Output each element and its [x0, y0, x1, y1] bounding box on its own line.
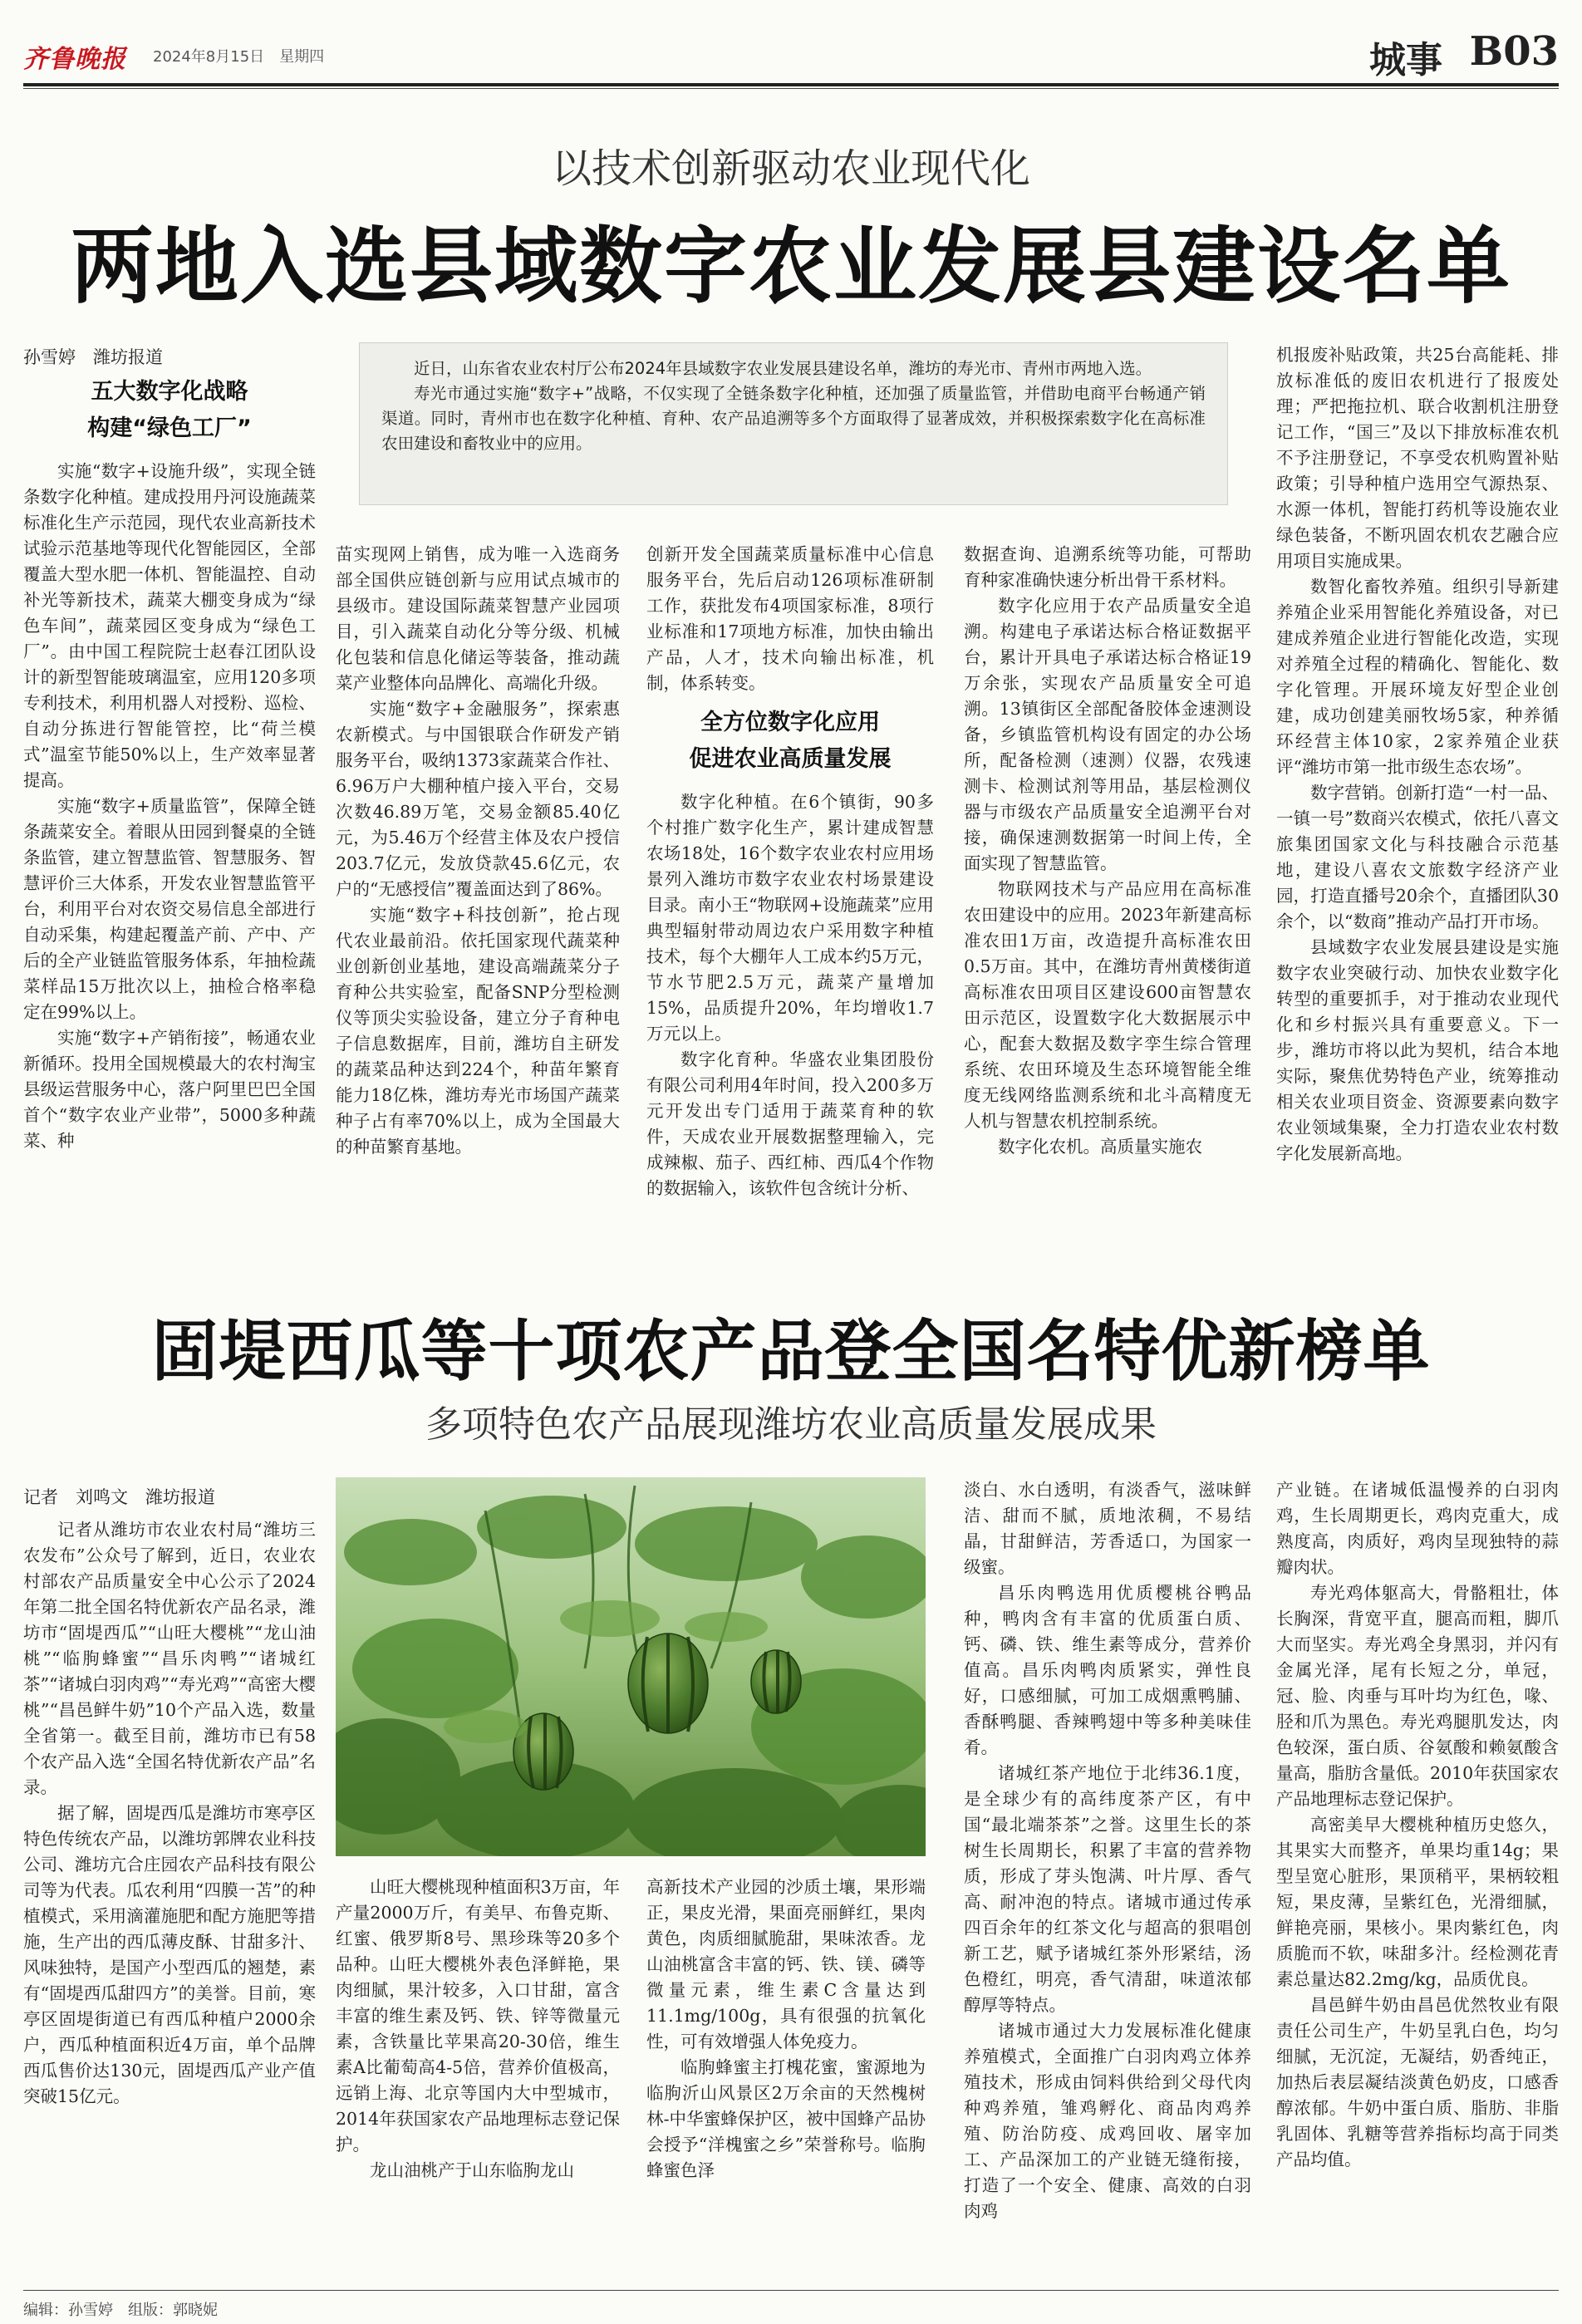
story2-headline: 固堤西瓜等十项农产品登全国名特优新榜单 — [151, 1312, 1431, 1390]
story2-column-5 — [1276, 1477, 1559, 2282]
story1-byline: 孙雪婷 潍坊报道 — [23, 347, 163, 367]
masthead-rule — [23, 83, 1559, 86]
paragraph: 实施“数字+质量监管”，保障全链条蔬菜安全。着眼从田园到餐桌的全链条监管，建立智慧监管、智慧服务、智慧评价三大体系，开发农业智慧监管平台，利用平台对农资交易信息全部进行自动采集，构建起覆盖产前、产中、产后的全产业链监管服务体系，年抽检蔬菜样品15万批次以上，抽检合格率稳定在99%以上。 — [23, 796, 316, 1022]
issue-date — [153, 45, 324, 66]
paragraph: 创新开发全国蔬菜质量标准中心信息服务平台，先后启动126项标准研制工作，获批发布4项国家标准，8项行业标准和17项地方标准，加快由输出产品，人才，技术向输出标准，机制，体系转变。 — [646, 544, 934, 693]
paragraph: 寿光鸡体躯高大，骨骼粗壮，体长胸深，背宽平直，腿高而粗，脚爪大而坚实。寿光鸡全身黑羽，并闪有金属光泽，尾有长短之分，单冠，冠、脸、肉垂与耳叶均为红色，喙、胫和爪为黑色。寿光鸡腿肌发达，肉色较深，蛋白质、谷氨酸和赖氨酸含量高，脂肪含量低。2010年获国家农产品地理标志登记保护。 — [1276, 1583, 1559, 1809]
paragraph: 昌乐肉鸭选用优质樱桃谷鸭品种，鸭肉含有丰富的优质蛋白质、钙、磷、铁、维生素等成分，营养价值高。昌乐肉鸭肉质紧实，弹性良好，口感细腻，可加工成烟熏鸭脯、香酥鸭腿、香辣鸭翅中等多种美味佳肴。 — [964, 1583, 1251, 1757]
masthead — [23, 25, 1559, 80]
paragraph: 数字化育种。华盛农业集团股份有限公司利用4年时间，投入200多万元开发出专门适用于蔬菜育种的软件，天成农业开展数据整理输入，完成辣椒、茄子、西红柿、西瓜4个作物的数据输入，该软件包含统计分析、 — [646, 1049, 934, 1198]
paragraph: 龙山油桃产于山东临朐龙山 — [370, 2160, 574, 2180]
paragraph: 高密美早大樱桃种植历史悠久，其果实大而整齐，单果均重14g；果型呈宽心脏形，果顶稍平，果柄较粗短，果皮薄，呈紫红色，光滑细腻，鲜艳亮丽，果核小。果肉紫红色，肉质脆而不软，味甜多汁。经检测花青素总量达82.2mg/kg，品质优良。 — [1276, 1815, 1559, 1989]
story2-column-3 — [646, 1874, 926, 2282]
paragraph: 高新技术产业园的沙质土壤，果形端正，果皮光滑，果面亮丽鲜红，果肉黄色，肉质细腻脆甜，果味浓香。龙山油桃富含丰富的钙、铁、镁、磷等微量元素，维生素C含量达到11.1mg/100g，具有很强的抗氧化性，可有效增强人体免疫力。 — [646, 1877, 926, 2051]
paragraph: 数智化畜牧养殖。组织引导新建养殖企业采用智能化养殖设备，对已建成养殖企业进行智能化改造，实现对养殖全过程的精确化、智能化、数字化管理。开展环境友好型企业创建，成功创建美丽牧场5家，种养循环经营主体10家，2家养殖企业获评“潍坊市第一批市级生态农场”。 — [1276, 577, 1559, 777]
masthead-rule-thin — [23, 88, 1559, 89]
story1-subhead-1: 五大数字化战略 构建“绿色工厂” — [87, 379, 252, 441]
paragraph: 实施“数字+产销衔接”，畅通农业新循环。投用全国规模最大的农村淘宝县级运营服务中心，落户阿里巴巴全国首个“数字农业产业带”，5000多种蔬菜、种 — [23, 1028, 316, 1151]
paragraph: 山旺大樱桃现种植面积3万亩，年产量2000万斤，有美早、布鲁克斯、红蜜、俄罗斯8号、黑珍珠等20多个品种。山旺大樱桃外表色泽鲜艳，果肉细腻，果汁较多，入口甘甜，富含丰富的维生素及钙、铁、锌等微量元素，含铁量比苹果高20-30倍，维生素A比葡萄高4-5倍，营养价值极高，远销上海、北京等国内大中型城市，2014年获国家农产品地理标志登记保护。 — [336, 1877, 620, 2154]
paragraph: 临朐蜂蜜主打槐花蜜，蜜源地为临朐沂山风景区2万余亩的天然槐树林-中华蜜蜂保护区，被中国蜂产品协会授予“洋槐蜜之乡”荣誉称号。临朐蜂蜜色泽 — [646, 2057, 926, 2180]
footer-rule — [23, 2290, 1559, 2291]
lead-paragraph: 寿光市通过实施“数字+”战略，不仅实现了全链条数字化种植，还加强了质量监管，并借助电商平台畅通产销渠道。同时，青州市也在数字化种植、育种、农产品追溯等多个方面取得了显著成效，并积极探索数字化在高标准农田建设和畜牧业中的应用。 — [381, 384, 1206, 453]
editor-credit: 编辑：孙雪婷 组版：郭晓妮 — [23, 2302, 218, 2319]
paragraph: 数据查询、追溯系统等功能，可帮助育种家准确快速分析出骨干系材料。 — [964, 544, 1251, 590]
paragraph: 实施“数字+设施升级”，实现全链条数字化种植。建成投用丹河设施蔬菜标准化生产示范园，现代农业高新技术试验示范基地等现代化智能园区，全部覆盖大型水肥一体机、智能温控、自动补光等新技术，蔬菜大棚变身成为“绿色车间”，蔬菜园区变身成为“绿色工厂”。由中国工程院院士赵春江团队设计的新型智能玻璃温室，应用120多项专利技术，利用机器人对授粉、巡检、自动分拣进行智能管控，比“荷兰模式”温室节能50%以上，生产效率显著提高。 — [23, 461, 316, 790]
paragraph: 实施“数字+金融服务”，探索惠农新模式。与中国银联合作研发产销服务平台，吸纳1373家蔬菜合作社、6.96万户大棚种植户接入平台，交易次数46.89万笔，交易金额85.40亿元，为5.46万个经营主体及农户授信203.7亿元，发放贷款45.6亿元，农户的“无感授信”覆盖面达到了86%。 — [336, 699, 620, 899]
story1-column-2 — [336, 542, 620, 1240]
paragraph: 数字化农机。高质量实施农 — [998, 1137, 1202, 1157]
paragraph: 实施“数字+科技创新”，抢占现代农业最前沿。依托国家现代蔬菜种业创新创业基地，建设高端蔬菜分子育种公共实验室，配备SNP分型检测仪等顶尖实验设备，建立分子育种电子信息数据库，目前，潍坊自主研发的蔬菜品种达到224个，种苗年繁育能力18亿株，潍坊寿光市场国产蔬菜种子占有率70%以上，成为全国最大的种苗繁育基地。 — [336, 905, 620, 1157]
story1-lead-box — [359, 342, 1228, 505]
story2-kicker: 多项特色农产品展现潍坊农业高质量发展成果 — [425, 1403, 1157, 1446]
date-text: 2024年8月15日 — [153, 48, 265, 66]
paragraph: 数字化种植。在6个镇街，90多个村推广数字化生产，累计建成智慧农场18处，16个数字农业农村应用场景列入潍坊市数字农业农村场景建设目录。南小王“物联网+设施蔬菜”应用典型辐射带动周边农户采用数字种植技术，每个大棚年人工成本约5万元，节水节肥2.5万元，蔬菜产量增加15%，品质提升20%，年均增收1.7万元以上。 — [646, 792, 934, 1044]
paragraph: 机报废补贴政策，共25台高能耗、排放标准低的废旧农机进行了报废处理；严把拖拉机、联合收割机注册登记工作，“国三”及以下排放标准农机不予注册登记，不享受农机购置补贴政策；引导种植户选用空气源热泵、水源一体机，智能打药机等设施农业绿色装备，不断巩固农机农艺融合应用项目实施成果。 — [1276, 345, 1559, 571]
page-number: B03 — [1469, 28, 1559, 75]
story1-subhead-2: 全方位数字化应用 促进农业高质量发展 — [689, 710, 892, 772]
watermelon-photo — [336, 1477, 926, 1856]
paragraph: 据了解，固堤西瓜是潍坊市寒亭区特色传统农产品，以潍坊郭牌农业科技公司、潍坊亢合庄园农产品科技有限公司等为代表。瓜农利用“四膜一苫”的种植模式，采用滴灌施肥和配方施肥等措施，生产出的西瓜薄皮酥、甘甜多汁、风味独特，是国产小型西瓜的翘楚，素有“固堤西瓜甜四方”的美誉。目前，寒亭区固堤街道已有西瓜种植户2000余户，西瓜种植面积近4万亩，单个品牌西瓜售价达130元，固堤西瓜产业产值突破15亿元。 — [23, 1803, 316, 2106]
paragraph: 诸城市通过大力发展标准化健康养殖模式，全面推广白羽肉鸡立体养殖技术，形成由饲料供给到父母代肉种鸡养殖，雏鸡孵化、商品肉鸡养殖、防治防疫、成鸡回收、屠宰加工、产品深加工的产业链无缝衔接，打造了一个安全、健康、高效的白羽肉鸡 — [964, 2021, 1251, 2221]
weekday-text: 星期四 — [279, 48, 325, 66]
paragraph: 苗实现网上销售，成为唯一入选商务部全国供应链创新与应用试点城市的县级市。建设国际蔬菜智慧产业园项目，引入蔬菜自动化分等分级、机械化包装和信息化储运等装备，推动蔬菜产业整体向品牌化、高端化升级。 — [336, 544, 620, 693]
story2-column-4 — [964, 1477, 1251, 2282]
newspaper-logo: 齐鲁晚报 — [23, 45, 126, 74]
paragraph: 物联网技术与产品应用在高标准农田建设中的应用。2023年新建高标准农田1万亩，改造提升高标准农田0.5万亩。其中，在潍坊青州黄楼街道高标准农田项目区建设600亩智慧农田示范区，设置数字化大数据展示中心，配套大数据及数字孪生综合管理系统、农田环境及生态环境智能全维度无线网络监测系统和北斗高精度无人机与智慧农机控制系统。 — [964, 879, 1251, 1131]
paragraph: 记者从潍坊市农业农村局“潍坊三农发布”公众号了解到，近日，农业农村部农产品质量安全中心公示了2024年第二批全国名特优新农产品名录，潍坊市“固堤西瓜”“山旺大樱桃”“龙山油桃”“临朐蜂蜜”“昌乐肉鸭”“诸城红茶”“诸城白羽肉鸡”“寿光鸡”“高密大樱桃”“昌邑鲜牛奶”10个产品入选，数量全省第一。截至目前，潍坊市已有58个农产品入选“全国名特优新农产品”名录。 — [23, 1520, 316, 1797]
story1-headline: 两地入选县域数字农业发展县建设名单 — [71, 217, 1511, 315]
paragraph: 县域数字农业发展县建设是实施数字农业突破行动、加快农业数字化转型的重要抓手，对于推动农业现代化和乡村振兴具有重要意义。下一步，潍坊市将以此为契机，结合本地实际，聚焦优势特色产业，统筹推动相关农业项目资金、资源要素向数字农业领域集聚，全力打造农业农村数字化发展新高地。 — [1276, 937, 1559, 1163]
story1-kicker: 以技术创新驱动农业现代化 — [551, 145, 1030, 192]
paragraph: 淡白、水白透明，有淡香气，滋味鲜洁、甜而不腻，质地浓稠，不易结晶，甘甜鲜洁，芳香适口，为国家一级蜜。 — [964, 1480, 1251, 1577]
story1-column-4 — [964, 542, 1251, 1240]
paragraph: 产业链。在诸城低温慢养的白羽肉鸡，生长周期更长，鸡肉克重大，成熟度高，肉质好，鸡肉呈现独特的蒜瓣肉状。 — [1276, 1480, 1559, 1577]
paragraph: 数字营销。创新打造“一村一品、一镇一号”数商兴农模式，依托八喜文旅集团国家文化与科技融合示范基地，建设八喜农文旅数字经济产业园，打造直播号20余个，直播团队30余个，以“数商”推动产品打开市场。 — [1276, 783, 1559, 931]
story1-column-3 — [646, 542, 934, 1240]
paragraph: 数字化应用于农产品质量安全追溯。构建电子承诺达标合格证数据平台，累计开具电子承诺达标合格证19万余张，实现农产品质量安全可追溯。13镇街区全部配备胶体金速测设备，乡镇监管机构设有固定的办公场所，配备检测（速测）仪器，农残速测卡、检测试剂等用品，基层检测仪器与市级农产品质量安全追溯平台对接，确保速测数据第一时间上传，全面实现了智慧监管。 — [964, 596, 1251, 873]
story2-byline: 记者 刘鸣文 潍坊报道 — [23, 1487, 215, 1507]
story2-column-1 — [23, 1517, 316, 2282]
story1-column-5 — [1276, 342, 1559, 1240]
lead-paragraph: 近日，山东省农业农村厅公布2024年县域数字农业发展县建设名单，潍坊的寿光市、青州市两地入选。 — [414, 359, 1152, 378]
story2-column-2 — [336, 1874, 620, 2282]
story1-column-1 — [23, 366, 316, 1240]
section-name: 城事 — [1369, 39, 1442, 81]
paragraph: 昌邑鲜牛奶由昌邑优然牧业有限责任公司生产，牛奶呈乳白色，均匀细腻，无沉淀，无凝结，奶香纯正，加热后表层凝结淡黄色奶皮，口感香醇浓郁。牛奶中蛋白质、脂肪、非脂乳固体、乳糖等营养指标均高于同类产品均值。 — [1276, 1995, 1559, 2169]
paragraph: 诸城红茶产地位于北纬36.1度，是全球少有的高纬度茶产区，有中国“最北端茶茶”之誉。这里生长的茶树生长周期长，积累了丰富的营养物质，形成了芽头饱满、叶片厚、香气高、耐冲泡的特点。诸城市通过传承四百余年的红茶文化与超高的狠唱创新工艺，赋予诸城红茶外形紧结，汤色橙红，明亮，香气清甜，味道浓郁醇厚等特点。 — [964, 1763, 1251, 2015]
